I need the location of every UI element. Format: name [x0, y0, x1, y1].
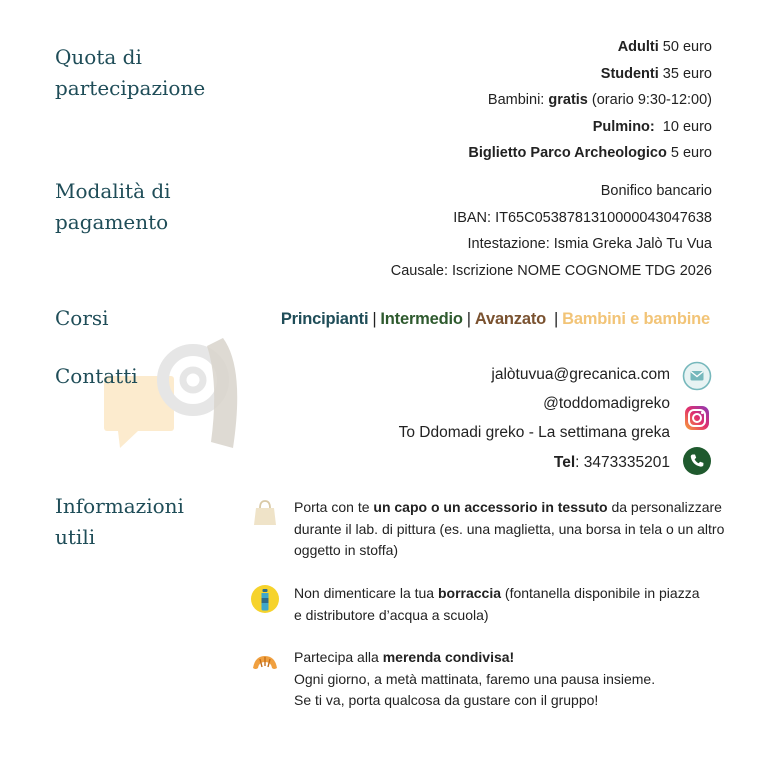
pagamento-heading: Modalità di pagamento	[55, 179, 171, 234]
email-contact[interactable]: jalòtuvua@grecanica.com	[491, 366, 670, 383]
instagram-contact[interactable]: @toddomadigreko	[543, 395, 670, 412]
quota-heading: Quota di partecipazione	[55, 45, 206, 100]
info-item-3: Partecipa alla merenda condivisa! Ogni giorno, a metà mattinata, faremo una pausa insieme. Se ti va, porta qualcosa da gustare con il gruppo!	[294, 649, 656, 708]
info-item-2: Non dimenticare la tua borraccia (fontanella disponibile in piazza e distributore d’acqua a scuola)	[294, 585, 700, 623]
pagamento-details	[391, 178, 712, 284]
corsi-list: Principianti | Intermedio | Avanzato | Bambini e bambine	[280, 310, 710, 328]
croissant-icon	[250, 648, 280, 678]
water-bottle-icon	[250, 584, 280, 614]
tote-bag-icon	[250, 497, 280, 527]
pagamento-line-1: Bonifico bancario	[600, 183, 712, 199]
pulmino-row: Pulmino: 10 euro	[592, 118, 712, 135]
mail-icon[interactable]	[682, 361, 712, 391]
adulti-row: Adulti 50 euro	[617, 39, 712, 55]
corso-bambini: Bambini e bambine	[562, 310, 710, 328]
causale-line: Causale: Iscrizione NOME COGNOME TDG 2026	[390, 262, 712, 279]
tel-contact[interactable]: Tel: 3473335201	[553, 454, 670, 471]
quota-details	[468, 34, 712, 167]
intestazione-line: Intestazione: Ismia Greka Jalò Tu Vua	[467, 236, 712, 252]
facebook-contact[interactable]: To Ddomadi greko - La settimana greka	[398, 424, 670, 441]
info-item-1: Porta con te un capo o un accessorio in tessuto da personalizzare durante il lab. di pittura (es. una maglietta, una borsa in tela o un altro oggetto in stoffa)	[294, 499, 725, 558]
studenti-row: Studenti 35 euro	[600, 65, 712, 82]
phone-icon[interactable]	[682, 446, 712, 476]
instagram-icon[interactable]	[682, 403, 712, 433]
biglietto-row: Biglietto Parco Archeologico 5 euro	[468, 145, 712, 161]
contact-decoration-icon	[98, 328, 248, 468]
info-heading: Informazioni utili	[55, 494, 184, 549]
corso-avanzato: Avanzato	[474, 310, 547, 328]
corso-principianti: Principianti	[280, 310, 369, 328]
corsi-heading: Corsi	[55, 306, 109, 330]
iban-line: IBAN: IT65C0538781310000043047638	[453, 209, 712, 226]
bambini-row: Bambini: gratis (orario 9:30-12:00)	[487, 92, 712, 108]
corso-intermedio: Intermedio	[380, 310, 463, 328]
contatti-heading: Contatti	[55, 364, 138, 388]
